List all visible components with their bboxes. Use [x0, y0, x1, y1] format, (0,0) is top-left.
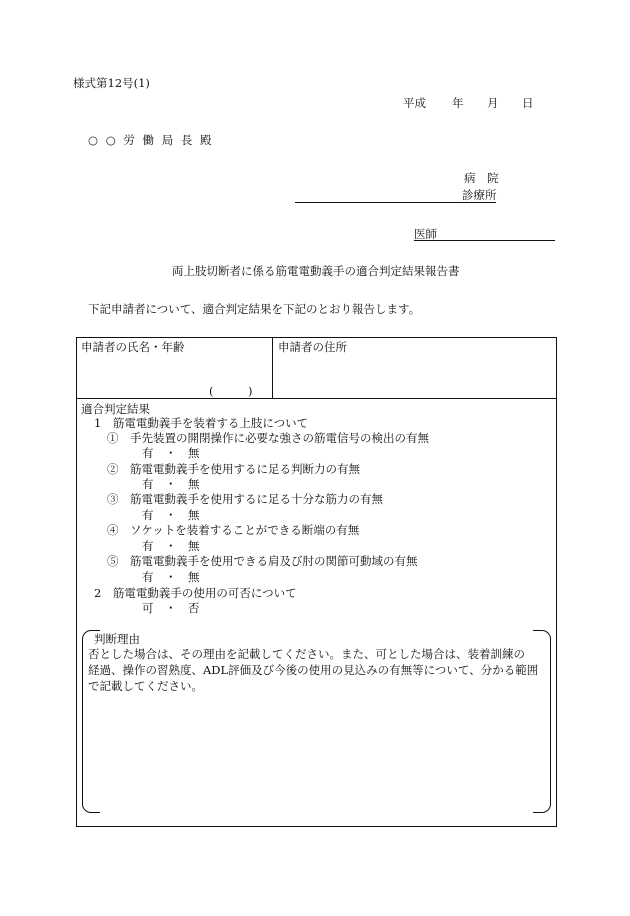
table-row-divider	[76, 398, 557, 399]
item-3-answer: 有 ・ 無	[142, 508, 200, 522]
item-4-label: ④ ソケットを装着することができる断端の有無	[107, 523, 360, 537]
document-title: 両上肢切断者に係る筋電電動義手の適合判定結果報告書	[172, 264, 460, 278]
reason-line-1: 否とした場合は、その理由を記載してください。また、可とした場合は、装着訓練の	[88, 647, 525, 661]
table-column-divider	[272, 337, 273, 399]
addressee: ○ ○ 労 働 局 長 殿	[88, 133, 214, 147]
intro-text: 下記申請者について、適合判定結果を下記のとおり報告します。	[88, 302, 421, 316]
bracket-gap-bottom	[100, 811, 533, 815]
doctor-signature-line	[414, 240, 555, 241]
date-month-unit: 月	[487, 96, 499, 110]
clinic-label: 診療所	[462, 188, 497, 202]
section2-heading: 2 筋電電動義手の使用の可否について	[94, 586, 297, 600]
bracket-gap-top	[100, 628, 533, 632]
date-day-unit: 日	[522, 96, 534, 110]
reason-line-3: で記載してください。	[88, 679, 203, 693]
hospital-label: 病 院	[464, 171, 499, 185]
date-era: 平成	[403, 96, 426, 110]
result-heading: 適合判定結果	[81, 402, 150, 416]
section1-heading: 1 筋電電動義手を装着する上肢について	[94, 416, 309, 430]
applicant-age-paren: ( )	[209, 384, 253, 398]
form-number: 様式第12号(1)	[73, 76, 150, 90]
section2-answer: 可 ・ 否	[142, 601, 200, 615]
item-1-answer: 有 ・ 無	[142, 446, 200, 460]
reason-line-2: 経過、操作の習熟度、ADL評価及び今後の使用の見込みの有無等について、分かる範囲	[88, 663, 539, 677]
reason-label: 判断理由	[94, 632, 140, 646]
item-2-answer: 有 ・ 無	[142, 477, 200, 491]
applicant-name-age-label: 申請者の氏名・年齢	[81, 340, 185, 354]
item-2-label: ② 筋電電動義手を使用するに足る判断力の有無	[107, 462, 360, 476]
item-1-label: ① 手先装置の開閉操作に必要な強さの筋電信号の検出の有無	[107, 431, 429, 445]
item-5-answer: 有 ・ 無	[142, 570, 200, 584]
applicant-address-label: 申請者の住所	[278, 340, 347, 354]
doctor-label: 医師	[414, 227, 437, 241]
institution-underline	[295, 202, 496, 203]
item-4-answer: 有 ・ 無	[142, 539, 200, 553]
item-5-label: ⑤ 筋電電動義手を使用できる肩及び肘の関節可動域の有無	[107, 554, 418, 568]
item-3-label: ③ 筋電電動義手を使用するに足る十分な筋力の有無	[107, 492, 383, 506]
date-year-unit: 年	[452, 96, 464, 110]
